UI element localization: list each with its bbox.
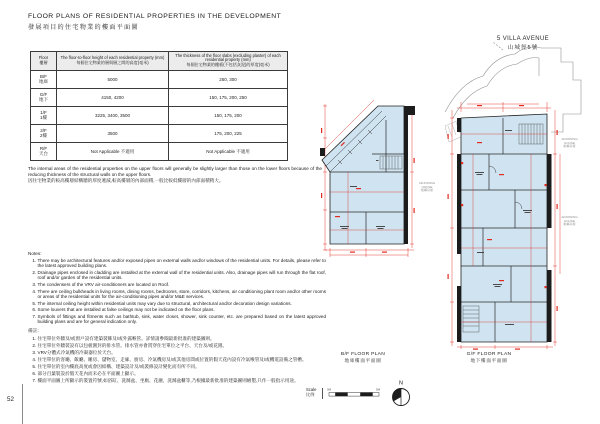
notes-section xyxy=(28,251,326,385)
bf-floor-plan xyxy=(320,98,440,260)
bf-plan-caption xyxy=(325,352,401,364)
table-row xyxy=(31,142,288,160)
notes-heading: Notes: xyxy=(28,251,42,256)
gf-floor-plan-drawing xyxy=(443,34,583,352)
adjoining-house-label xyxy=(557,138,582,149)
adjoining-house-en: ADJOINING HOUSE xyxy=(561,137,578,145)
adjoining-house-label xyxy=(414,182,440,193)
adjoining-house-zh: 毗鄰房屋 xyxy=(563,222,576,227)
site-address-en: 5 VILLA AVENUE xyxy=(496,36,550,42)
page-title: FLOOR PLANS OF RESIDENTIAL PROPERTIES IN THE DEVELOPMENT xyxy=(28,13,282,20)
gf-plan-caption-zh: 地下樓面平面圖 xyxy=(470,357,508,363)
floor-zh: 地下 xyxy=(39,97,48,103)
notes-list-zh xyxy=(28,336,326,384)
floor-en: 2/F xyxy=(40,128,47,134)
floor-zh: 2樓 xyxy=(39,133,47,139)
table-row xyxy=(31,124,288,142)
col-header-thickness-zh: 每個住宅物業的樓板(不包括灰泥)的厚度(毫米) xyxy=(186,62,270,68)
note-item: 7. 樓面平面圖上所顯示的裝置符號,如浴缸、洗滌盆、坐廁、花灑、洗滌盆櫃等,乃根據最新批准的建築圖則繪製,只作一般指示用途。 xyxy=(38,378,327,384)
height-cell: 4150, 4200 xyxy=(57,88,169,106)
thickness-cell: 150, 175, 200 xyxy=(169,106,288,124)
note-item: 1. 住宅單位外牆及/或窗戶設有建築裝飾及/或外露喉管。詳情請參閱最新批准的建築圖則。 xyxy=(38,336,327,342)
north-label: N xyxy=(399,380,403,387)
thickness-cell: Not Applicable 不適用 xyxy=(169,142,288,160)
thickness-cell: 175, 200, 225 xyxy=(169,124,288,142)
note-item: 3. The condensers of the VRV air-conditioners are located on Roof. xyxy=(38,282,327,287)
col-header-height xyxy=(57,52,169,71)
floor-spec-table xyxy=(30,51,288,161)
site-address-zh: 山城徑5號 xyxy=(507,44,539,51)
floor-cell xyxy=(31,124,57,142)
gf-plan-caption xyxy=(451,352,527,364)
scale-label-en: Scale xyxy=(306,387,317,392)
footer-rule xyxy=(22,384,23,424)
gf-plan-caption-en: G/F FLOOR PLAN xyxy=(466,352,512,357)
note-item: 6. Some louvers that are installed at false ceilings may not be indicated on the floor plans. xyxy=(38,307,327,312)
col-header-floor-en: Floor xyxy=(38,54,49,60)
bf-plan-caption-en: B/F FLOOR PLAN xyxy=(340,352,386,357)
col-header-thickness-en: The thickness of the floor slabs (excluding plaster) of each residential property (mm) xyxy=(175,52,281,63)
floor-zh: 地庫 xyxy=(39,79,48,85)
thickness-cell: 150, 175, 200, 250 xyxy=(169,88,288,106)
intro-paragraph-zh: 因住宅物業的較高樓層結構牆的厚度遞減,較高樓層的內部面積,一般比較低樓層的內部面積稍大。 xyxy=(28,177,224,183)
north-arrow-icon xyxy=(389,378,413,412)
scale-label-zh: 比例 xyxy=(306,391,315,397)
col-header-floor xyxy=(31,52,57,71)
scale-bar xyxy=(326,386,384,400)
table-row xyxy=(31,88,288,106)
height-cell: 5000 xyxy=(57,70,169,88)
col-header-height-en: The floor-to-floor height of each residential property (mm) xyxy=(60,54,165,60)
note-item: 3. VRV分體式冷氣機的冷凝器位於天台。 xyxy=(38,350,327,356)
site-address-label xyxy=(481,36,565,51)
note-item: 4. There are ceiling bulkheads in living rooms, dining rooms, bedrooms, store, corridors, kitchens, air conditioning plant room and/or other rooms or areas of the residential units for the air-conditioning pipes and/or M&E services. xyxy=(38,289,327,300)
floor-en: R/F xyxy=(39,146,48,152)
col-header-height-zh: 每個住宅物業的層與層之間的高度(毫米) xyxy=(76,59,149,65)
intro-paragraph-en: The internal areas of the residential properties on the upper floors will generally be slightly larger than those on the lower floors because of the reducing thickness of the structural walls on the upper floors. xyxy=(28,166,322,177)
scale-end-label: 5M xyxy=(376,387,381,392)
floor-en: G/F xyxy=(39,92,48,98)
intro-paragraph xyxy=(28,166,322,183)
thickness-cell: 250, 300 xyxy=(169,70,288,88)
note-item: 2. 住宅單位外牆裝設有以包板圍封的排水管。排水管亦會貫穿住宅單位之平台、天台及/或花園。 xyxy=(38,343,327,349)
page-header xyxy=(28,13,358,31)
floor-cell xyxy=(31,106,57,124)
height-cell: 3500 xyxy=(57,124,169,142)
scale-divider xyxy=(322,388,323,399)
note-item: 1. There may be architectural features and/or exposed pipes on external walls and/or windows of the residential units. For details, please refer to the latest approved building plans. xyxy=(38,258,327,269)
adjoining-house-zh: 毗鄰房屋 xyxy=(420,188,433,193)
floor-en: B/F xyxy=(39,74,47,80)
adjoining-house-zh: 毗鄰房屋 xyxy=(563,144,576,149)
floor-cell xyxy=(31,142,57,160)
table-row xyxy=(31,106,288,124)
adjoining-house-en: ADJOINING HOUSE xyxy=(561,215,578,223)
scale-start-label: 0M xyxy=(327,387,332,392)
bf-plan-caption-zh: 地庫樓面平面圖 xyxy=(344,357,382,363)
floor-zh: 天台 xyxy=(39,151,48,157)
adjoining-house-en: ADJOINING HOUSE xyxy=(418,181,436,189)
col-header-thickness xyxy=(169,52,288,71)
height-cell: Not Applicable 不適用 xyxy=(57,142,169,160)
page-number: 52 xyxy=(7,396,14,403)
note-item: 7. Symbols of fittings and fitments such as bathtub, sink, water closet, shower, sink counter, etc. are prepared based on the latest approved building plans and are for general indication only. xyxy=(38,314,327,325)
note-item: 2. Drainage pipes enclosed in cladding are installed at the external wall of the residential units. Also, drainage pipes will run through the flat roof, roof and/or garden of the residential units. xyxy=(38,270,327,281)
scale-label xyxy=(306,388,316,398)
col-header-floor-zh: 樓層 xyxy=(39,59,48,65)
adjoining-house-label xyxy=(557,216,582,227)
bf-floor-plan-drawing xyxy=(320,98,440,260)
bf-building-outline xyxy=(322,106,404,244)
gf-floor-plan xyxy=(443,34,583,352)
note-item: 5. The internal ceiling height within residential units may vary due to structural, architectural and/or decoration design variations. xyxy=(38,301,327,306)
floor-zh: 1樓 xyxy=(39,115,47,121)
notes-list-en xyxy=(28,258,326,325)
page-title-zh: 發展項目的住宅物業的樓面平面圖 xyxy=(28,23,139,31)
floor-en: 1/F xyxy=(40,110,47,116)
note-item: 6. 部分百葉裝設於假天花內而未必在平面圖上顯示。 xyxy=(38,371,327,377)
note-item: 5. 住宅單位的室內樓底高度或會因結構、建築設計及/或裝修設計變化而有所不同。 xyxy=(38,364,327,370)
table-row xyxy=(31,70,288,88)
height-cell: 3225, 3400, 3500 xyxy=(57,106,169,124)
floor-cell xyxy=(31,70,57,88)
floor-cell xyxy=(31,88,57,106)
notes-heading-zh: 備註: xyxy=(28,327,39,333)
note-item: 4. 住宅單位的客廳、飯廳、睡房、儲物室、走廊、廚房、冷氣機房及/或其他房間或位置的假天花內設有冷氣喉管及/或機電設備之管槽。 xyxy=(38,357,327,363)
table-header-row xyxy=(31,52,288,71)
